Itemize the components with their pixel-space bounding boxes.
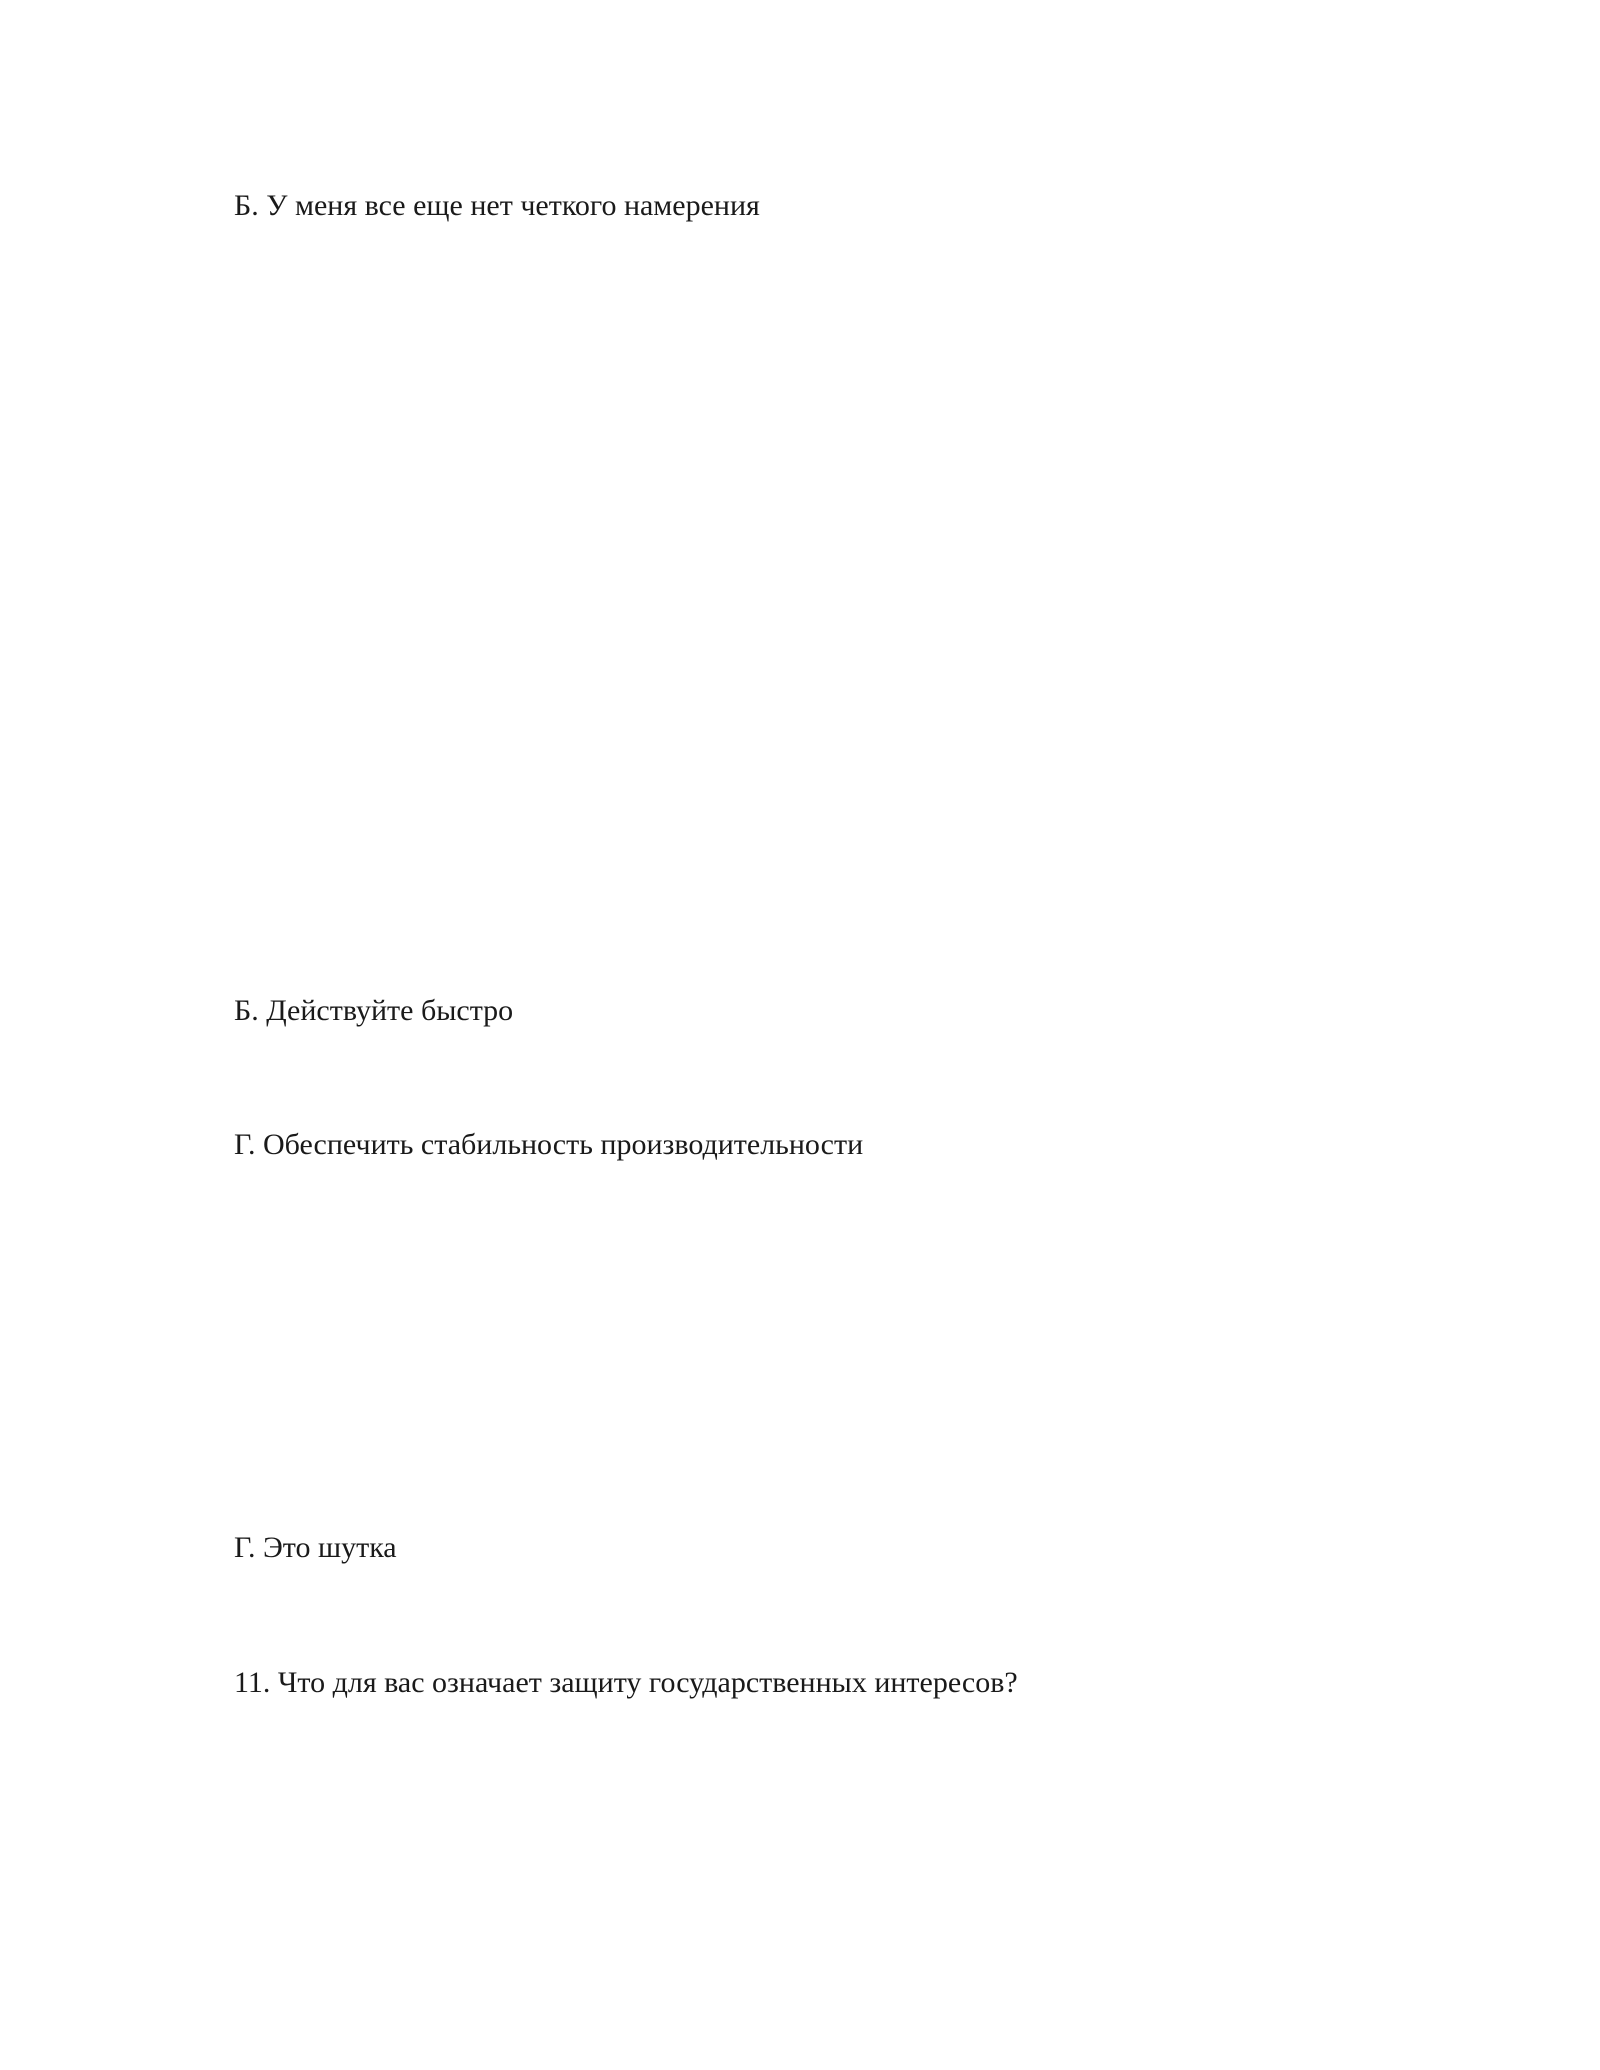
question-11: 11. Что для вас означает защиту государственных интересов?	[234, 1666, 1018, 1699]
answer-option-g-stability: Г. Обеспечить стабильность производительности	[234, 1128, 864, 1161]
answer-option-b-intent: Б. У меня все еще нет четкого намерения	[234, 189, 760, 222]
answer-option-g-joke: Г. Это шутка	[234, 1531, 397, 1564]
answer-option-b-act-fast: Б. Действуйте быстро	[234, 994, 514, 1027]
